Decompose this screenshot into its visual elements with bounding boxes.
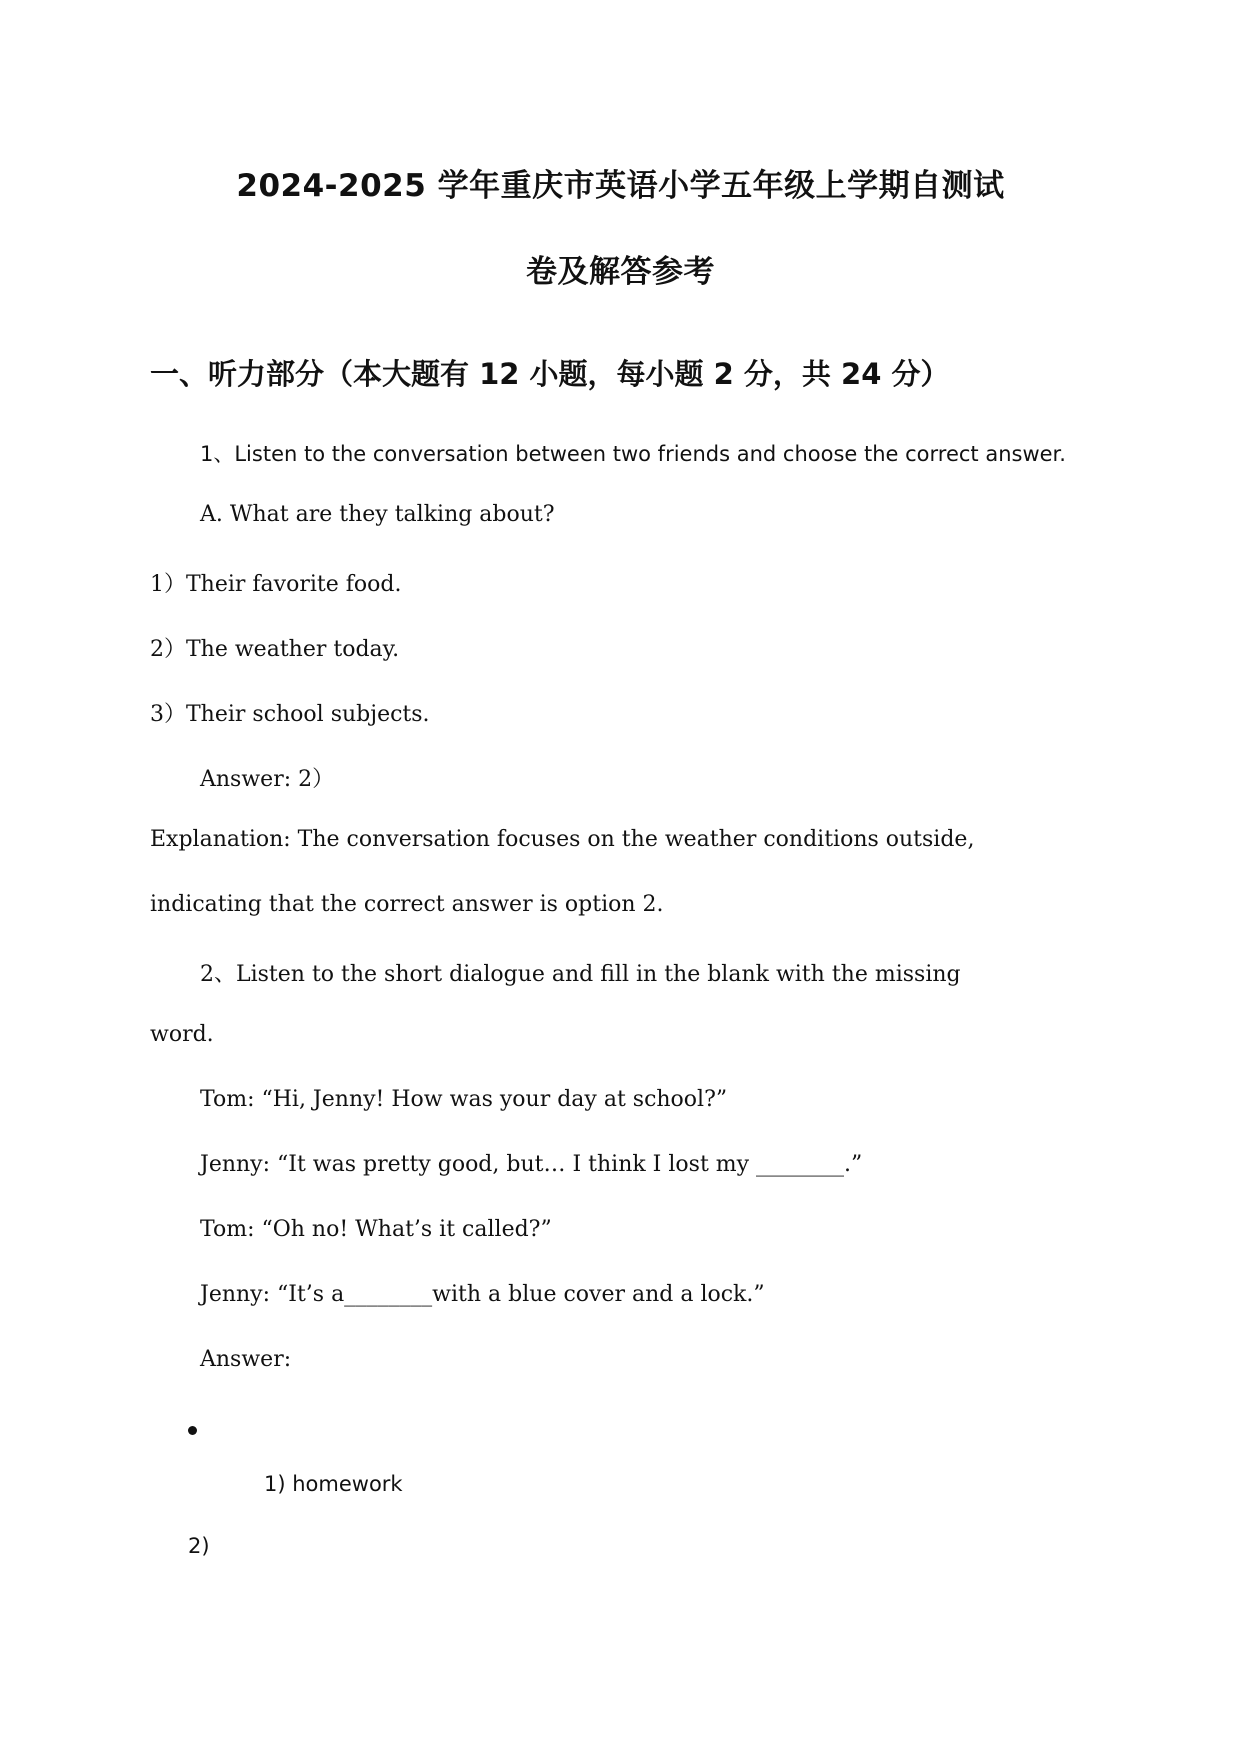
dialogue-line-1: Tom: “Hi, Jenny! How was your day at school?” [200,1087,728,1112]
answer-list-item-2: 2) [188,1534,210,1558]
question-2-answer-label: Answer: [200,1347,292,1372]
document-title-line-2: 卷及解答参考 [526,254,715,290]
question-2-prompt-line-2: word. [150,1022,214,1047]
dialogue-line-2: Jenny: “It was pretty good, but… I think I lost my ________.” [200,1152,863,1177]
answer-list-item-1: 1) homework [264,1472,403,1496]
dialogue-line-3: Tom: “Oh no! What’s it called?” [200,1217,552,1242]
bullet-dot-icon [188,1426,197,1435]
question-1-explanation-line-2: indicating that the correct answer is option 2. [150,892,664,917]
section-heading-listening: 一、听力部分（本大题有 12 小题，每小题 2 分，共 24 分） [150,357,950,391]
document-title-line-1: 2024-2025 学年重庆市英语小学五年级上学期自测试 [236,168,1005,204]
question-1-option-2: 2）The weather today. [150,637,400,662]
question-1-prompt: 1、Listen to the conversation between two friends and choose the correct answer. [200,442,1066,466]
question-1-stem: A. What are they talking about? [200,502,555,527]
question-1-option-1: 1）Their favorite food. [150,572,402,597]
dialogue-line-4: Jenny: “It’s a________with a blue cover and a lock.” [200,1282,765,1307]
question-2-prompt-line-1: 2、Listen to the short dialogue and fill in the blank with the missing [200,962,961,987]
question-1-option-3: 3）Their school subjects. [150,702,430,727]
question-1-answer: Answer: 2） [200,767,335,792]
question-1-explanation-line-1: Explanation: The conversation focuses on the weather conditions outside, [150,827,975,852]
